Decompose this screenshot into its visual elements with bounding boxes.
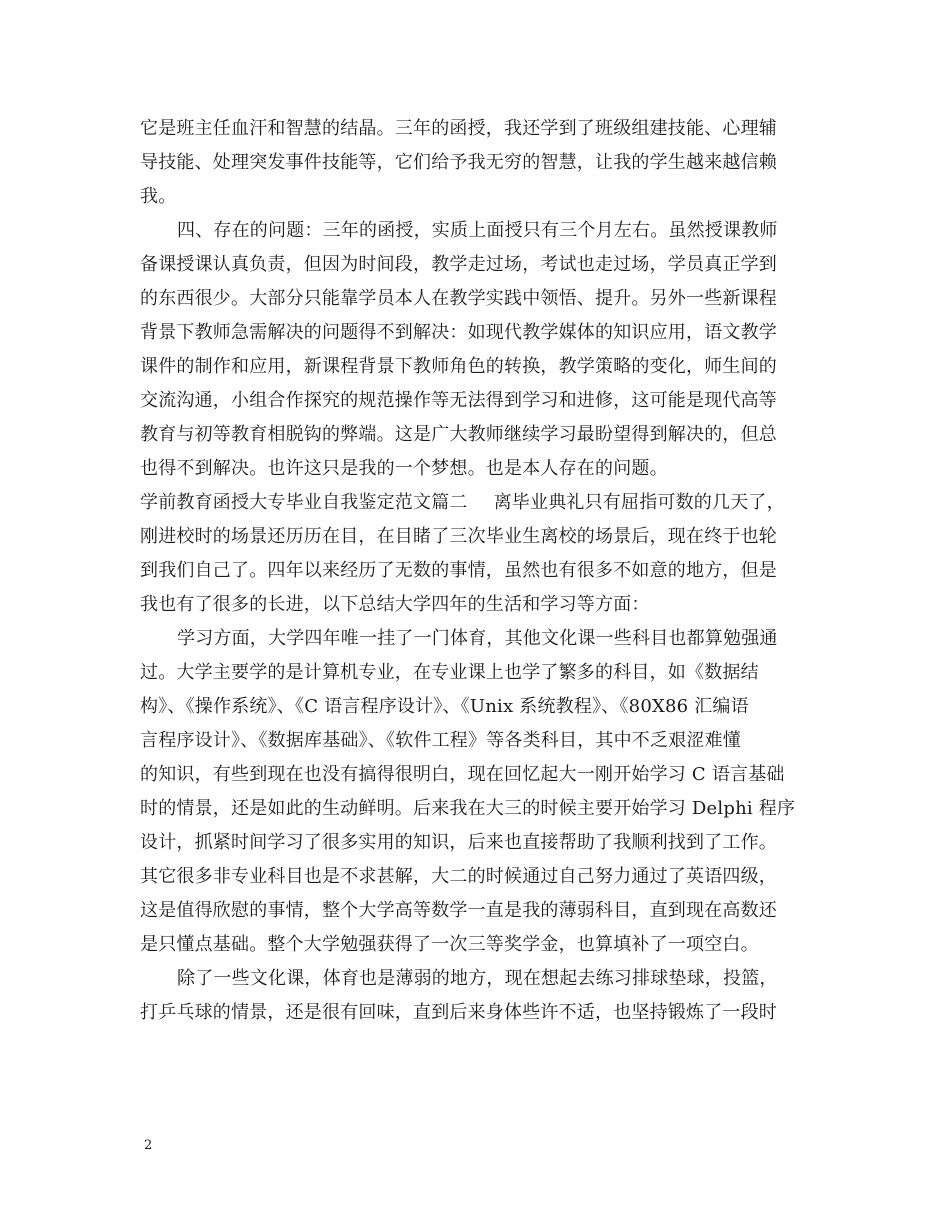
- text-line: 我。: [140, 186, 177, 207]
- text-line: 的知识，有些到现在也没有搞得很明白，现在回忆起大一刚开始学习 C 语言基础: [140, 764, 785, 785]
- text-line: 到我们自己了。四年以来经历了无数的事情，虽然也有很多不如意的地方，但是: [140, 560, 777, 581]
- text-line: 我也有了很多的长进，以下总结大学四年的生活和学习等方面：: [140, 594, 650, 615]
- document-body: [140, 112, 820, 1030]
- text-line: 构》、《操作系统》、《C 语言程序设计》、《Unix 系统教程》、《80X86 汇编语: [140, 696, 749, 717]
- text-line: 言程序设计》、《数据库基础》、《软件工程》等各类科目，其中不乏艰涩难懂: [140, 730, 741, 751]
- text-line: 也得不到解决。也许这只是我的一个梦想。也是本人存在的问题。: [140, 458, 668, 479]
- paragraph-start-line: 四、存在的问题：三年的函授，实质上面授只有三个月左右。虽然授课教师: [177, 220, 778, 241]
- text-line: 交流沟通，小组合作探究的规范操作等无法得到学习和进修，这可能是现代高等: [140, 390, 777, 411]
- text-line: 它是班主任血汗和智慧的结晶。三年的函授，我还学到了班级组建技能、心理辅: [140, 118, 777, 139]
- text-line: 导技能、处理突发事件技能等，它们给予我无穷的智慧，让我的学生越来越信赖: [140, 152, 777, 173]
- paragraph-start-line: 除了一些文化课，体育也是薄弱的地方，现在想起去练习排球垫球，投篮，: [177, 968, 778, 989]
- section-heading: 学前教育函授大专毕业自我鉴定范文篇二: [140, 492, 468, 513]
- page-number: 2: [144, 1138, 153, 1153]
- text-line: 打乒乓球的情景，还是很有回味，直到后来身体些许不适，也坚持锻炼了一段时: [140, 1002, 777, 1023]
- text-line: 设计，抓紧时间学习了很多实用的知识，后来也直接帮助了我顺利找到了工作。: [140, 832, 777, 853]
- text-line: 背景下教师急需解决的问题得不到解决：如现代教学媒体的知识应用，语文教学: [140, 322, 777, 343]
- text-line: 时的情景，还是如此的生动鲜明。后来我在大三的时候主要开始学习 Delphi 程序: [140, 798, 796, 819]
- text-line: 课件的制作和应用，新课程背景下教师角色的转换，教学策略的变化，师生间的: [140, 356, 777, 377]
- text-line: 刚进校时的场景还历历在目，在目睹了三次毕业生离校的场景后，现在终于也轮: [140, 526, 777, 547]
- text-line: 的东西很少。大部分只能靠学员本人在教学实践中领悟、提升。另外一些新课程: [140, 288, 777, 309]
- section-heading-line: [140, 486, 820, 520]
- text-line: 教育与初等教育相脱钩的弊端。这是广大教师继续学习最盼望得到解决的，但总: [140, 424, 777, 445]
- text-line: 备课授课认真负责，但因为时间段，教学走过场，考试也走过场，学员真正学到: [140, 254, 777, 275]
- paragraph-start-line: 学习方面，大学四年唯一挂了一门体育，其他文化课一些科目也都算勉强通: [177, 628, 778, 649]
- section-opening-text: 离毕业典礼只有屈指可数的几天了，: [493, 492, 785, 513]
- text-line: 是只懂点基础。整个大学勉强获得了一次三等奖学金，也算填补了一项空白。: [140, 934, 759, 955]
- text-line: 其它很多非专业科目也是不求甚解，大二的时候通过自己努力通过了英语四级，: [140, 866, 777, 887]
- text-line: 这是值得欣慰的事情，整个大学高等数学一直是我的薄弱科目，直到现在高数还: [140, 900, 777, 921]
- text-line: 过。大学主要学的是计算机专业，在专业课上也学了繁多的科目，如《数据结: [140, 662, 759, 683]
